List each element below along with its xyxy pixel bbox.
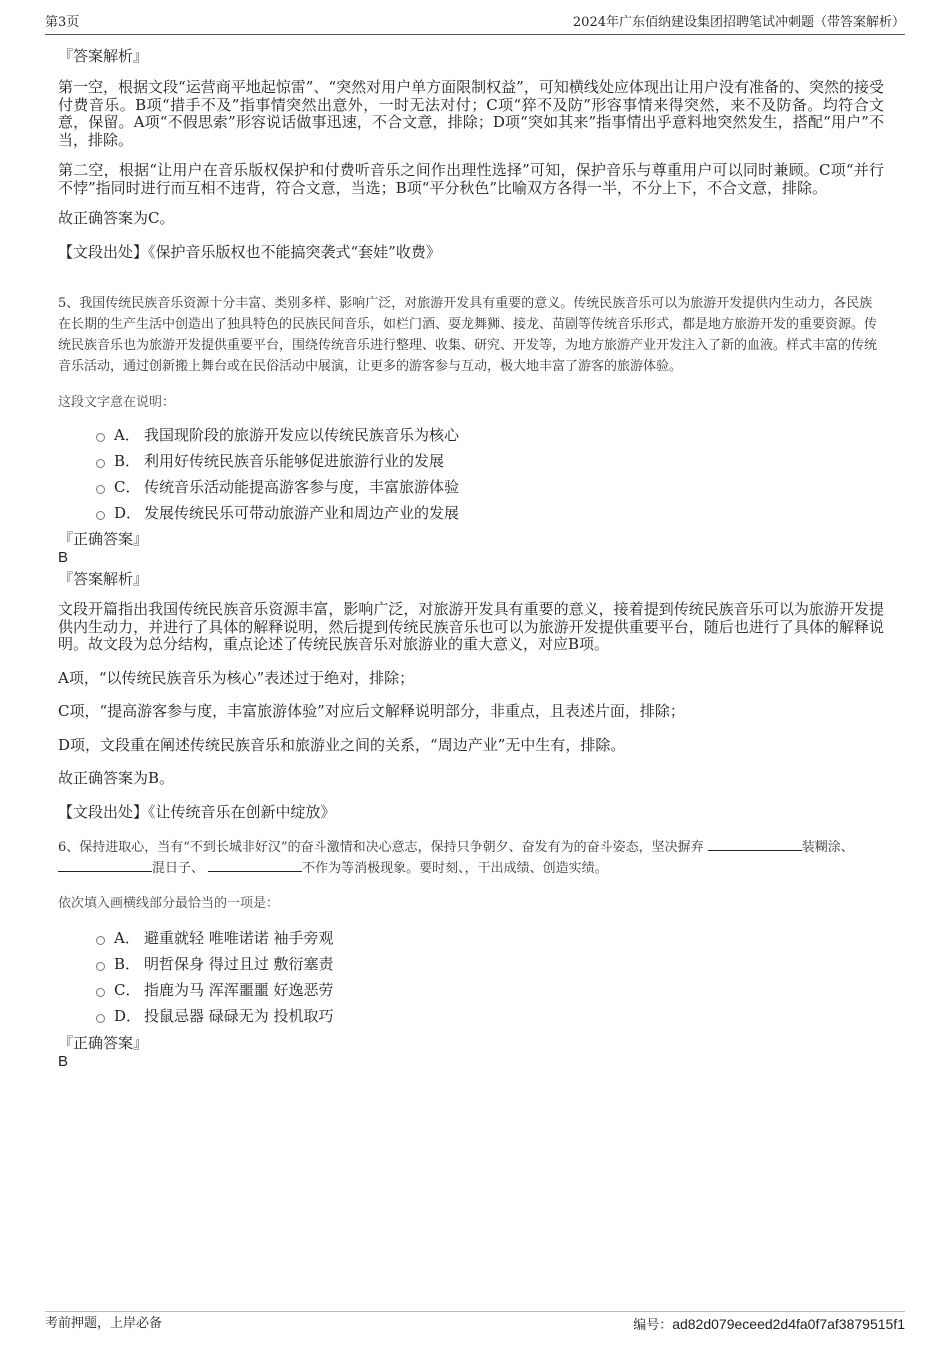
analysis-paragraph: C项，“提高游客参与度，丰富旅游体验”对应后文解释说明部分，非重点，且表述片面，排除； (58, 702, 685, 720)
fill-blank-3 (208, 859, 302, 872)
document-code: 编号：ad82d079eceed2d4fa0f7af3879515f1 (633, 1316, 905, 1333)
option-a[interactable]: A． 我国现阶段的旅游开发应以传统民族音乐为核心 (96, 422, 884, 448)
analysis-paragraph: D项，文段重在阐述传统民族音乐和旅游业之间的关系，“周边产业”无中生有，排除。 (58, 735, 626, 754)
analysis-conclusion: 故正确答案为C。 (58, 209, 175, 227)
analysis-paragraph: A项，“以传统民族音乐为核心”表述过于绝对，排除； (58, 668, 415, 687)
analysis-paragraph: 第二空，根据“让用户在音乐版权保护和付费听音乐之间作出理性选择”可知，保护音乐与尊重用户可以同时兼顾。C项“并行不悖”指同时进行而互相不违背，符合文意，当选；B项“平分秋色”比喻双方各得一半，不分上下，不合文意，排除。 (58, 161, 884, 197)
correct-answer-label: 『正确答案』 (58, 1034, 149, 1052)
option-d[interactable]: D． 发展传统民乐可带动旅游产业和周边产业的发展 (96, 500, 884, 526)
option-b[interactable]: B． 利用好传统民族音乐能够促进旅游行业的发展 (96, 448, 884, 474)
radio-icon[interactable] (96, 485, 105, 494)
question-5-options (58, 422, 884, 526)
fill-blank-1 (708, 838, 802, 851)
option-d[interactable]: D． 投鼠忌器 碌碌无为 投机取巧 (96, 1003, 884, 1029)
radio-icon[interactable] (96, 459, 105, 468)
question-5-prompt: 这段文字意在说明： (58, 395, 176, 410)
question-6-prompt: 依次填入画横线部分最恰当的一项是： (58, 896, 280, 911)
option-b[interactable]: B． 明哲保身 得过且过 敷衍塞责 (96, 951, 884, 977)
question-5-text: 5、我国传统民族音乐资源十分丰富、类别多样、影响广泛，对旅游开发具有重要的意义。传统民族音乐可以为旅游开发提供内生动力，各民族在长期的生产生活中创造出了独具特色的民族民间音乐，如栏门酒、耍龙舞狮、接龙、苗剧等传统音乐形式，都是地方旅游开发的重要资源。传统民族音乐也为旅游开发提供重要平台，围绕传统音乐进行整理、收集、研究、开发等，为地方旅游产业开发注入了新的血液。样式丰富的传统音乐活动，通过创新搬上舞台或在民俗活动中展演，让更多的游客参与互动，极大地丰富了游客的旅游体验。 (58, 296, 878, 374)
document-title: 2024年广东佰纳建设集团招聘笔试冲刺题（带答案解析） (572, 15, 905, 30)
question-6-text: 6、保持进取心，当有“不到长城非好汉”的奋斗激情和决心意志，保持只争朝夕、奋发有为的奋斗姿态，坚决摒弃 装糊涂、混日子、 不作为等消极现象。要时刻、，干出成绩、创造实绩。 (58, 840, 854, 876)
correct-answer-label: 『正确答案』 (58, 530, 149, 548)
radio-icon[interactable] (96, 511, 105, 520)
fill-blank-2 (58, 859, 152, 872)
footer-slogan: 考前押题，上岸必备 (45, 1316, 163, 1331)
option-c[interactable]: C． 传统音乐活动能提高游客参与度，丰富旅游体验 (96, 474, 884, 500)
radio-icon[interactable] (96, 433, 105, 442)
option-c[interactable]: C． 指鹿为马 浑浑噩噩 好逸恶劳 (96, 977, 884, 1003)
radio-icon[interactable] (96, 936, 105, 945)
page-footer (45, 1311, 905, 1336)
correct-answer: B (58, 549, 69, 566)
page-header (45, 14, 905, 35)
source-citation: 【文段出处】《保护音乐版权也不能搞突袭式“套娃”收费》 (58, 242, 441, 261)
page-body (58, 46, 884, 1071)
source-citation: 【文段出处】《让传统音乐在创新中绽放》 (58, 802, 336, 821)
question-6-options (58, 925, 884, 1029)
analysis-paragraph: 文段开篇指出我国传统民族音乐资源丰富，影响广泛，对旅游开发具有重要的意义，接着提到传统民族音乐可以为旅游开发提供内生动力，并进行了具体的解释说明，然后提到传统民族音乐也可以为旅游开发提供重要平台，随后也进行了具体的解释说明。故文段为总分结构，重点论述了传统民族音乐对旅游业的重大意义，对应B项。 (58, 600, 884, 653)
option-a[interactable]: A． 避重就轻 唯唯诺诺 袖手旁观 (96, 925, 884, 951)
analysis-conclusion: 故正确答案为B。 (58, 769, 175, 787)
analysis-label: 『答案解析』 (58, 47, 149, 65)
radio-icon[interactable] (96, 988, 105, 997)
page-number: 第3页 (45, 15, 80, 30)
analysis-paragraph: 第一空，根据文段“运营商平地起惊雷”、“突然对用户单方面限制权益”，可知横线处应体现出让用户没有准备的、突然的接受付费音乐。B项“措手不及”指事情突然出意外，一时无法对付；C项“猝不及防”形容事情来得突然，来不及防备。均符合文意，保留。A项“不假思索”形容说话做事迅速，不合文意，排除；D项“突如其来”指事情出乎意料地突然发生，搭配“用户”不当，排除。 (58, 78, 884, 149)
radio-icon[interactable] (96, 962, 105, 971)
analysis-label: 『答案解析』 (58, 570, 149, 588)
correct-answer: B (58, 1053, 69, 1070)
radio-icon[interactable] (96, 1014, 105, 1023)
